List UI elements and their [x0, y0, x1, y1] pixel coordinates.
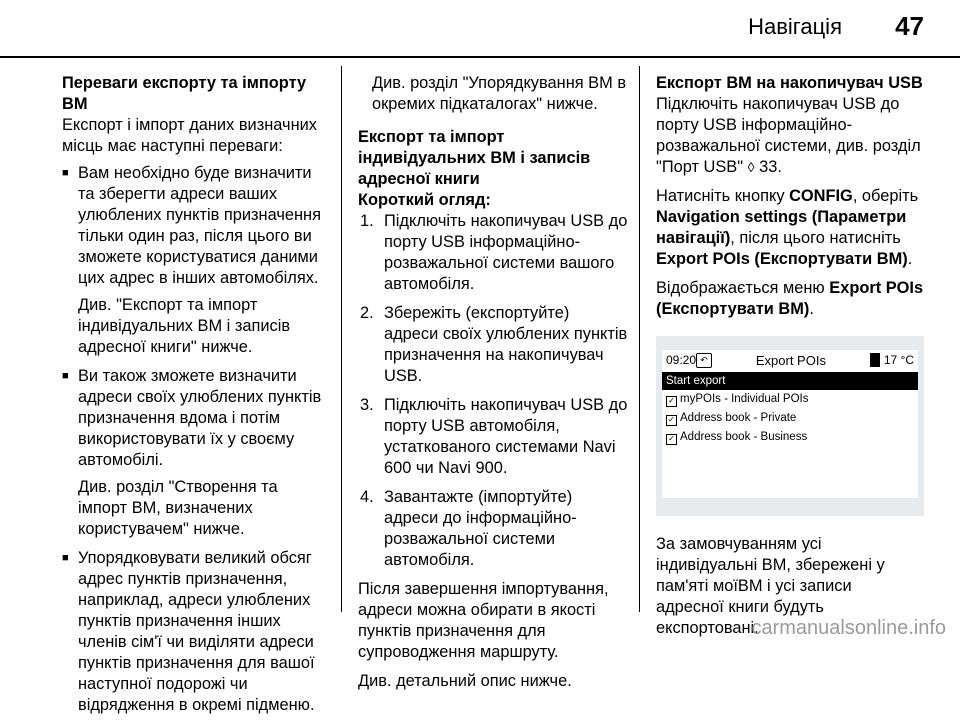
reference-icon: ◊: [747, 159, 755, 175]
benefits-list: [62, 163, 330, 716]
list-item: [62, 366, 330, 540]
section-heading: Експорт ВМ на накопичувач USB: [656, 74, 923, 92]
checkbox-checked-icon: ✓: [666, 434, 677, 445]
step-item: [358, 303, 628, 387]
export-pois-screen-figure: [656, 336, 924, 516]
bullet-text: Ви також зможете визначити адреси своїх улюблених пунктів призначення вдома і потім використовувати їх у своєму автомобілі.: [78, 367, 322, 469]
back-arrow-icon: ↶: [696, 353, 712, 368]
bullet-note: Див. розділ "Створення та імпорт ВМ, визначених користувачем" нижче.: [78, 478, 278, 538]
bullet-text: Вам необхідно буде визначити та зберегти адреси ваших улюблених пунктів призначення тільки один раз, після цього ви зможете користуватися даними цих адрес в інших автомобілях.: [78, 164, 321, 287]
column-2: [358, 73, 628, 700]
screen-temperature: 17 °C: [883, 352, 914, 367]
step-item: [358, 487, 628, 571]
list-item: [62, 548, 330, 716]
menu-displayed-text: Відображається меню Export POIs (Експортувати ВМ).: [656, 279, 924, 318]
menu-item-address-business[interactable]: ✓ Address book - Business: [662, 428, 918, 447]
thermometer-icon: [870, 353, 880, 367]
default-export-note: За замовчуванням усі індивідуальні ВМ, збережені у пам'яті моїВМ і усі записи адресної книги будуть експортовані.: [656, 535, 885, 637]
menu-item-mypois[interactable]: ✓ myPOIs - Individual POIs: [662, 390, 918, 409]
column-3: [656, 73, 924, 647]
page-title: Навігація: [748, 14, 842, 39]
column-divider-2: [639, 66, 640, 612]
export-pois-label: Export POIs (Експортувати ВМ): [656, 250, 908, 268]
bullet-text: Упорядковувати великий обсяг адрес пунктів призначення, наприклад, адреси улюблених пунктів призначення інших членів сім'ї чи виділяти адреси пунктів призначення для вашої наступної подорожі чи відрядження в окремі підменю.: [78, 549, 315, 714]
step-number: 1.: [360, 212, 374, 230]
step-number: 4.: [360, 488, 374, 506]
screen-title: Export POIs: [755, 352, 826, 368]
step-text: Завантажте (імпортуйте) адреси до інформаційно-розважальної системи автомобіля.: [384, 488, 577, 569]
list-item: [62, 163, 330, 358]
section-heading: Експорт та імпорт індивідуальних ВМ і записів адресної книги: [358, 128, 591, 188]
step-item: [358, 395, 628, 479]
step-text: Підключіть накопичувач USB до порту USB інформаційно-розважальної системи вашого автомобіля.: [384, 212, 628, 293]
step-number: 3.: [360, 396, 374, 414]
reference-page: 33.: [759, 158, 782, 176]
step-text: Підключіть накопичувач USB до порту USB автомобіля, устаткованого системами Navi 600 чи Navi 900.: [384, 396, 628, 477]
page-number: 47: [895, 11, 924, 41]
column-1: [62, 73, 330, 724]
menu-item-address-private[interactable]: ✓ Address book - Private: [662, 409, 918, 428]
bullet-note: Див. "Експорт та імпорт індивідуальних ВМ і записів адресної книги" нижче.: [78, 296, 291, 356]
section-heading: Переваги експорту та імпорту ВМ: [62, 74, 307, 113]
steps-list: [358, 211, 628, 571]
navigation-settings-label: Navigation settings (Параметри навігації): [656, 208, 907, 247]
press-config-text: Натисніть кнопку CONFIG, оберіть Navigation settings (Параметри навігації), після цього натисніть Export POIs (Експортувати ВМ).: [656, 187, 919, 268]
header-rule: [0, 56, 960, 58]
start-export-item[interactable]: Start export: [662, 372, 918, 390]
checkbox-checked-icon: ✓: [666, 396, 677, 407]
screen-status-bar: [662, 350, 918, 370]
continued-note: Див. розділ "Упорядкування ВМ в окремих підкаталогах" нижче.: [372, 74, 627, 113]
checkbox-checked-icon: ✓: [666, 415, 677, 426]
step-item: [358, 211, 628, 295]
export-pois-menu-label: Export POIs (Експортувати ВМ): [656, 279, 924, 318]
watermark: carmanualsonline.info: [751, 617, 946, 639]
screen-time: 09:20: [666, 352, 697, 367]
config-button-label: CONFIG: [789, 187, 853, 205]
after-import-text: Після завершення імпортування, адреси можна обирати в якості пунктів призначення для супроводження маршруту.: [358, 580, 609, 661]
step-text: Збережіть (експортуйте) адреси своїх улюблених пунктів призначення на накопичувач USB.: [384, 304, 628, 385]
intro-text: Експорт і імпорт даних визначних місць має наступні переваги:: [62, 116, 317, 155]
connect-usb-text: Підключіть накопичувач USB до порту USB інформаційно-розважальної системи, див. розділ "Порт USB" ◊ 33.: [656, 95, 921, 176]
infotainment-screen: [662, 350, 918, 498]
see-details-text: Див. детальний опис нижче.: [358, 672, 572, 690]
step-number: 2.: [360, 304, 374, 322]
overview-subheading: Короткий огляд:: [358, 191, 491, 209]
column-divider-1: [341, 66, 342, 612]
